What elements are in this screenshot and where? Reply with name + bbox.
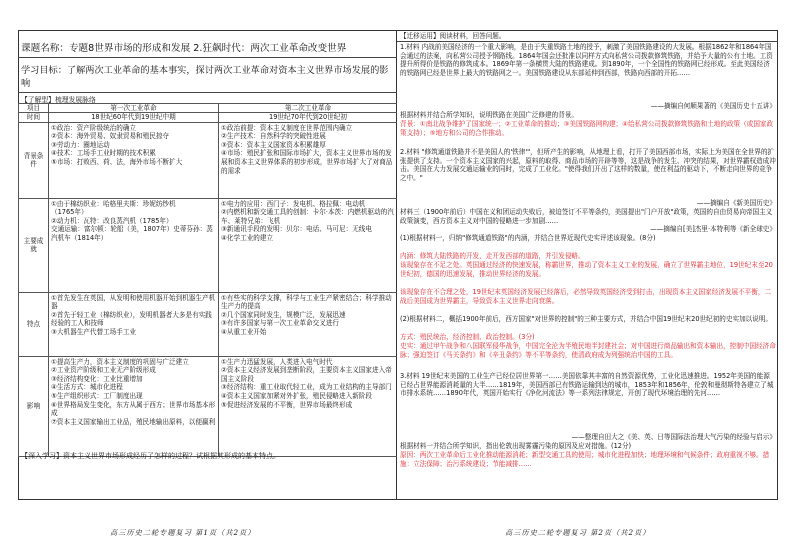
cell-line: ④资本主义国家加紧对外扩张，殖民侵略进入新阶段 [221, 391, 372, 400]
question-2: (1)根据材料一，归纳"修筑通道铁路"的内涵，并结合世界近现代史实评述该现象。(8分) [400, 234, 656, 242]
cell-line: （1765年） [51, 208, 88, 217]
cell-line: ②内燃机和新交通工具的创制：卡尔·本茨：内燃机驱动的汽车、莱特兄弟：飞机 [221, 208, 394, 225]
cell-background-first [49, 122, 219, 198]
cell-line: ①由于棉纺织业：哈格里夫斯：珍妮纺纱机 [51, 199, 176, 208]
lesson-title: 课题名称：专题8世界市场的形成和发展 2.狂飙时代：两次工业革命改变世界 [21, 43, 347, 54]
cell-line: ②首先于轻工业（棉纺织业），发明机器者大多是有实践经验的工人和技师 [51, 310, 212, 328]
cell-line: ⑥世界格局发生变化，东方从属于西方；世界市场基本形成 [51, 400, 216, 418]
answer-2-flaw: 该现象存在不合理之处，19世纪末英国经济发展已经落后，必然导致英国经济受到打击，出现资本主义国家经济发展不平衡，二战后美国成为世界霸主，导致资本主义世界走向衰落。 [400, 288, 772, 305]
cell-features-second [219, 292, 398, 356]
cell-line: ⑤市场：打败西、荷、法，海外市场不断扩大 [51, 157, 183, 166]
question-3: (2)根据材料二，概括1900年前后，西方国家"对世界的控制"的三种主要方式，并结合中国19世纪末20世纪初的史实加以说明。 [400, 315, 773, 323]
answer-3-facts: 史实：通过甲午战争和八国联军侵华战争，中国完全沦为半殖民地半封建社会；对中国进行商品输出和资本输出，控制中国经济命脉；强迫签订《马关条约》和《辛丑条约》等不平等条约，使清政府成为列强统治中国的工具。 [400, 342, 776, 359]
cell-time-second: 19世纪70年代到20世纪初 [219, 113, 398, 123]
row-label-achievements: 主要成就 [19, 198, 49, 292]
cell-line: ④生活方式：城市化进程 [51, 383, 123, 392]
cell-line: ③经济结构：重工业取代轻工业，成为工业结构的主导部门 [221, 383, 392, 392]
transfer-rule [397, 41, 778, 42]
material-3: 材料三（1900年前后）中国在义和团运动失败后，被迫签订不平等条约，美国提出"门户开放"政策，英国的自由贸易向帝国主义政策演变，西方资本主义对中国的侵略进一步加剧…… [400, 208, 773, 225]
cell-line: ②生产技术：自然科学的突破性进展 [221, 132, 326, 141]
question-1: 根据材料并结合所学知识，说明铁路在美国广泛修建的背景。 [400, 111, 579, 119]
header-second-revolution: 第二次工业革命 [219, 104, 398, 113]
cell-line: ⑤促进经济发展的不平衡，世界市场最终形成 [221, 400, 353, 409]
cell-line: ④技术：工场手工业时期的技术积累 [51, 149, 156, 158]
cell-line: ②资本主义经济发展到垄断阶段，主要资本主义国家进入帝国主义阶段 [221, 366, 392, 383]
deep-learning-prompt: 【深入学习】资本主义世界市场形成经历了怎样的过程？试根据其形成的基本特点。 [21, 452, 280, 460]
cell-achievements-first [49, 198, 219, 292]
row-label-time: 时间 [19, 113, 49, 123]
cell-line: ①政治前提：资本主义制度在世界范围内确立 [221, 123, 353, 132]
revolution-table [18, 103, 397, 457]
cell-time-first: 18世纪60年代到19世纪中期 [49, 113, 219, 123]
material-2: 2.材料 "修筑通道铁路并不是美国人的'铁律'"，但所产生的影响，从地理上看，打开了美国西部市场，实际上为美国在全世界的扩张提供了支持。一个资本主义国家的兴起，原料的取得、商品市场的开辟等等，这是战争的发生、冲突的结果，对世界霸权造成冲击。美国在大力发展交通运输业的同时，完成了工业化。"使得我们开出了这样的数量，使在利益的驱动下，不断走向世界的竞争之中。" [400, 148, 776, 182]
cell-line: ③资本：资本主义国家资本积累雄厚 [221, 140, 326, 149]
cell-line: ①生产力迅猛发展，人类进入电气时代 [221, 357, 333, 366]
row-label-background: 背景条件 [19, 122, 49, 198]
cell-line: ④市场：殖民扩张和国际市场扩大，资本主义世界市场的发展和资本主义世界体系的初步形成，世界市场扩大了对商品的需求 [221, 149, 393, 175]
cell-line: ③大机器生产代替工场手工业 [51, 327, 137, 336]
cell-line: ④化学工业的建立 [221, 233, 274, 242]
learning-goal: 学习目标：了解两次工业革命的基本事实，探讨两次工业革命对资本主义世界市场发展的影响 [21, 65, 389, 89]
cell-line: ⑤生产组织形式：工厂制度出现 [51, 391, 143, 400]
answer-2-meaning: 内涵：修筑大陆铁路的开发，走开发西部的道路，并引发侵略。 [400, 252, 585, 260]
header-first-revolution: 第一次工业革命 [49, 104, 219, 113]
title-rule [18, 57, 397, 58]
cell-impact-second [219, 356, 398, 456]
cell-line: ②动力机：瓦特：改良蒸汽机（1785年） [51, 216, 173, 225]
header-item: 项目 [19, 104, 49, 113]
row-label-impact: 影响 [19, 356, 49, 456]
cell-line: ③新通讯手段的发明：贝尔：电话、马可尼：无线电 [221, 225, 372, 234]
cell-line: ①首先发生在英国，从发明和使用机器开始到机器生产机器 [51, 293, 216, 311]
cell-line: ①提高生产力，资本主义制度的巩固与广泛建立 [51, 357, 189, 366]
material-4: 3.材料 19世纪末美国的工业生产已经位居世界第一……美国依靠其丰富的自然资源优势，工业化迅速推进。1952年美国的能源已经占世界能源消耗量的大半……1819年，美国西部已有铁路运输到达的城市，1853年和1856年，伦敦和曼彻斯特各建立了城市排水系统……1890年代，英国开始实行《净化河流法》等一系列法律规定，开创了现代环境治理的先河…… [400, 372, 774, 398]
cell-line: ③经济结构变化：工业比重增加 [51, 374, 143, 383]
cell-background-second [219, 122, 398, 198]
cell-line: ③劳动力：圈地运动 [51, 140, 110, 149]
cell-features-first [49, 292, 219, 356]
cell-line: ④从重工业开始 [221, 327, 267, 336]
answer-4: 原因：两次工业革命后工业化推动能源消耗；新型交通工具的使用；城市化进程加快；地理环境和气候条件；政府重视不够。措施：立法保障；治污系统建设；节能减排…… [400, 451, 770, 468]
cell-line: ②几个国家同时发生，规模广泛，发展迅速 [221, 310, 346, 319]
table-row-achievements [19, 198, 398, 292]
footer-page-1: 高三历史二轮专题复习 第1页（共2页） [110, 528, 256, 537]
table-row-impact [19, 356, 398, 456]
transfer-heading: 【迁移运用】阅读材料，回答问题。 [400, 32, 506, 40]
right-column [397, 30, 778, 500]
cell-impact-first [49, 356, 219, 456]
cell-line: ①电力的应用：西门子：发电机、格拉佩：电动机 [221, 199, 366, 208]
table-row-background [19, 122, 398, 198]
goal-rule [18, 92, 397, 93]
row-label-features: 特点 [19, 292, 49, 356]
material-1-source: ——摘编自何顺果著的《美国历史十五讲》 [650, 102, 776, 110]
cell-line: ③有许多国家与第一次工业革命交叉进行 [221, 319, 340, 328]
cell-line: 交通运输：富尔顿：轮船（美，1807年）史蒂芬孙：蒸汽机车（1814年） [51, 225, 213, 242]
material-4-source: ——整理自田大之《美、英、日等国际法治理大气污染的经验与启示》 [571, 433, 776, 441]
table-row-time [19, 113, 398, 123]
left-column [18, 30, 397, 500]
cell-line: ⑦资本主义国家输出工业品，殖民地输出原料，以便赢利 [51, 417, 216, 426]
answer-2-merit: 该现象存在不足之处。英国通过经济的快速发展，称霸世界，推动了资本主义工业的发展，确立了世界霸主地位，19世纪末至20世纪初，德国的迅速发展，推动世界经济的发展。 [400, 261, 773, 278]
cell-achievements-second [219, 198, 398, 292]
table-header-row [19, 104, 398, 113]
understand-heading: 【了解型】梳理发展脉络 [21, 96, 96, 104]
table-row-features [19, 292, 398, 356]
cell-line: ①有些实的科学支撑，科学与工业生产紧密结合；科学推动生产力的提高 [221, 293, 392, 311]
cell-line: ②工业资产阶级和工业无产阶级形成 [51, 366, 156, 375]
answer-1: 背景：①南北战争维护了国家统一；②工业革命的推动；③美国铁路网构建；④给私营公司拨款修筑铁路和土地的政策（或国家政策支持）；⑤地方和公司的合作推动。 [400, 120, 774, 137]
question-4: 根据材料一并结合所学知识，指出伦敦出现雾霾污染的原因及应对措施。(12分) [400, 442, 632, 450]
material-2-source: ——摘编自《新美国历史》 [696, 199, 776, 207]
answer-3-methods: 方式：殖民统治、经济控制、政治控制。(3分) [400, 333, 535, 341]
cell-line: ②资本：海外贸易、奴隶贸易和殖民掠夺 [51, 132, 170, 141]
footer-page-2: 高三历史二轮专题复习 第2页（共2页） [505, 528, 651, 537]
material-3-source: ——摘编自[美]杰里·本特利等《新全球史》 [650, 225, 776, 233]
cell-line: ①政治：资产阶级统治的确立 [51, 123, 137, 132]
material-1: 1.材料 内战前美国经济的一个重大影响，是由于失重铁路土地的授予，刺激了美国铁路建设的大发展。根据1862年和1864年国会通过的法案，向私营公司授予钢路线。1864年国会还批准以同样方式向私营公司拨款修筑铁路，并给予大量的公有土地。工资提升所得价是铁路的修筑成本。1869年第一条横贯大陆的铁路建成。到1890年，一个全国性的铁路网已经形成。至此美国经济的铁路网已经是世界上最大的铁路网之一。美国铁路建设从东部延伸到西部，铁路向西部的开拓…… [400, 43, 773, 77]
